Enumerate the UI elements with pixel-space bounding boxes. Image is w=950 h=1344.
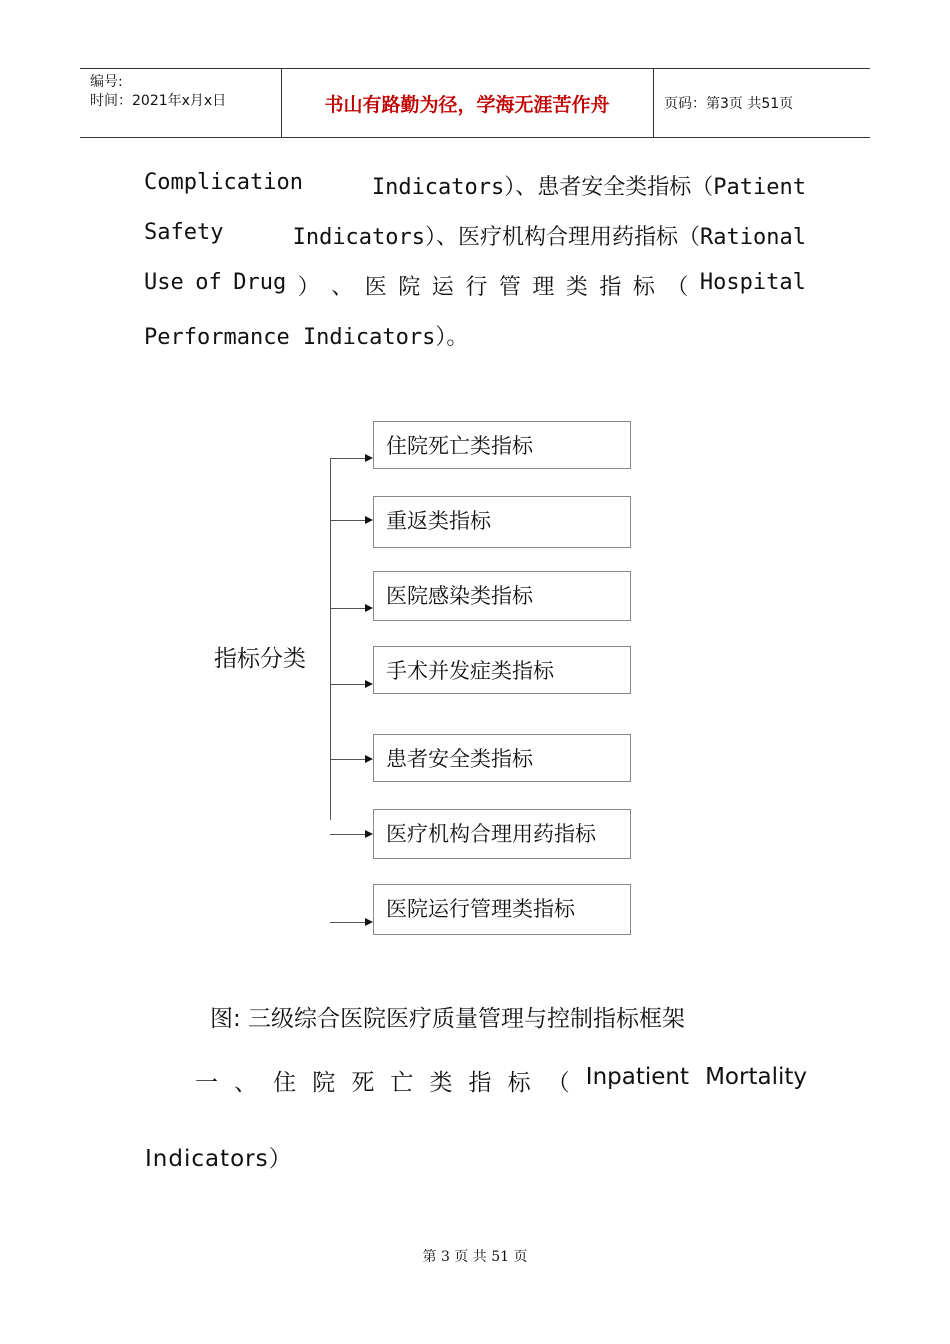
connector-line bbox=[330, 608, 366, 609]
header-motto-cell bbox=[281, 69, 654, 137]
heading-segment: 指 bbox=[468, 1070, 492, 1096]
header-motto: 书山有路勤为径，学海无涯苦作舟 bbox=[324, 93, 610, 116]
document-date-label: 时间：2021年x月x日 bbox=[90, 93, 227, 109]
arrow-right-icon bbox=[365, 680, 373, 688]
figure-caption: 图: 三级综合医院医疗质量管理与控制指标框架 bbox=[210, 1006, 686, 1032]
diagram-box-label: 医院运行管理类指标 bbox=[386, 897, 575, 921]
text-segment: 院 bbox=[398, 275, 421, 300]
diagram-box bbox=[373, 421, 631, 469]
text-segment: Indicators）、医疗机构合理用药指标（Rational bbox=[292, 225, 806, 250]
diagram-box-label: 医疗机构合理用药指标 bbox=[386, 822, 596, 846]
arrow-right-icon bbox=[365, 454, 373, 462]
text-segment: Safety bbox=[144, 220, 224, 245]
arrow-right-icon bbox=[365, 755, 373, 763]
text-segment: 医 bbox=[364, 275, 387, 300]
connector-line bbox=[330, 834, 366, 835]
text-segment: Use bbox=[144, 270, 184, 295]
text-segment: 类 bbox=[565, 275, 588, 300]
diagram-box-label: 重返类指标 bbox=[386, 509, 491, 533]
text-segment: 行 bbox=[465, 275, 488, 300]
heading-segment: 类 bbox=[429, 1070, 453, 1096]
document-number-label: 编号: bbox=[90, 74, 123, 90]
page-footer: 第 3 页 共 51 页 bbox=[422, 1249, 528, 1265]
connector-line bbox=[330, 458, 366, 459]
paragraph-line-2 bbox=[144, 220, 806, 251]
text-segment: Complication bbox=[144, 170, 303, 195]
diagram-root-label: 指标分类 bbox=[214, 646, 306, 672]
heading-segment: 一 bbox=[195, 1070, 218, 1096]
text-segment: Hospital bbox=[699, 270, 806, 295]
page-header bbox=[80, 68, 870, 138]
diagram-box bbox=[373, 734, 631, 782]
header-meta-cell bbox=[80, 69, 282, 137]
text-segment: 、 bbox=[331, 275, 354, 300]
heading-segment: （ bbox=[546, 1070, 570, 1096]
arrow-right-icon bbox=[365, 918, 373, 926]
diagram-box-label: 医院感染类指标 bbox=[386, 584, 533, 608]
paragraph-line-3 bbox=[144, 270, 806, 301]
text-segment: Indicators）、患者安全类指标（Patient bbox=[371, 175, 806, 200]
header-page-cell bbox=[654, 69, 870, 137]
heading-segment: 住 bbox=[273, 1070, 297, 1096]
section-heading-continuation: Indicators） bbox=[145, 1146, 293, 1172]
diagram-box bbox=[373, 571, 631, 621]
heading-segment: Mortality bbox=[705, 1064, 807, 1090]
heading-segment: 院 bbox=[312, 1070, 336, 1096]
paragraph-line-1 bbox=[144, 170, 806, 201]
heading-segment: 亡 bbox=[390, 1070, 414, 1096]
heading-segment: 死 bbox=[351, 1070, 375, 1096]
diagram-box-label: 患者安全类指标 bbox=[386, 747, 533, 771]
arrow-right-icon bbox=[365, 516, 373, 524]
text-segment: 管 bbox=[498, 275, 521, 300]
header-page-info: 页码：第3页 共51页 bbox=[664, 96, 794, 112]
text-segment: （ bbox=[666, 275, 689, 300]
diagram-box bbox=[373, 884, 631, 935]
heading-segment: Inpatient bbox=[585, 1064, 689, 1090]
arrow-right-icon bbox=[365, 830, 373, 838]
connector-line bbox=[330, 684, 366, 685]
section-heading bbox=[195, 1064, 807, 1097]
text-segment: ） bbox=[297, 275, 320, 300]
connector-line bbox=[330, 759, 366, 760]
heading-segment: 、 bbox=[234, 1070, 258, 1096]
arrow-right-icon bbox=[365, 604, 373, 612]
diagram-box-label: 住院死亡类指标 bbox=[386, 434, 533, 458]
text-segment: 理 bbox=[532, 275, 555, 300]
paragraph-line-4: Performance Indicators）。 bbox=[144, 325, 469, 350]
text-segment: 运 bbox=[431, 275, 454, 300]
connector-line bbox=[330, 922, 366, 923]
text-segment: 标 bbox=[632, 275, 655, 300]
diagram-box bbox=[373, 496, 631, 548]
diagram-box bbox=[373, 646, 631, 694]
text-segment: 指 bbox=[599, 275, 622, 300]
diagram-box bbox=[373, 809, 631, 859]
connector-line bbox=[330, 520, 366, 521]
text-segment: Drug bbox=[233, 270, 287, 295]
diagram-box-label: 手术并发症类指标 bbox=[386, 659, 554, 683]
diagram-trunk-line bbox=[330, 458, 331, 820]
heading-segment: 标 bbox=[507, 1070, 531, 1096]
text-segment: of bbox=[195, 270, 222, 295]
